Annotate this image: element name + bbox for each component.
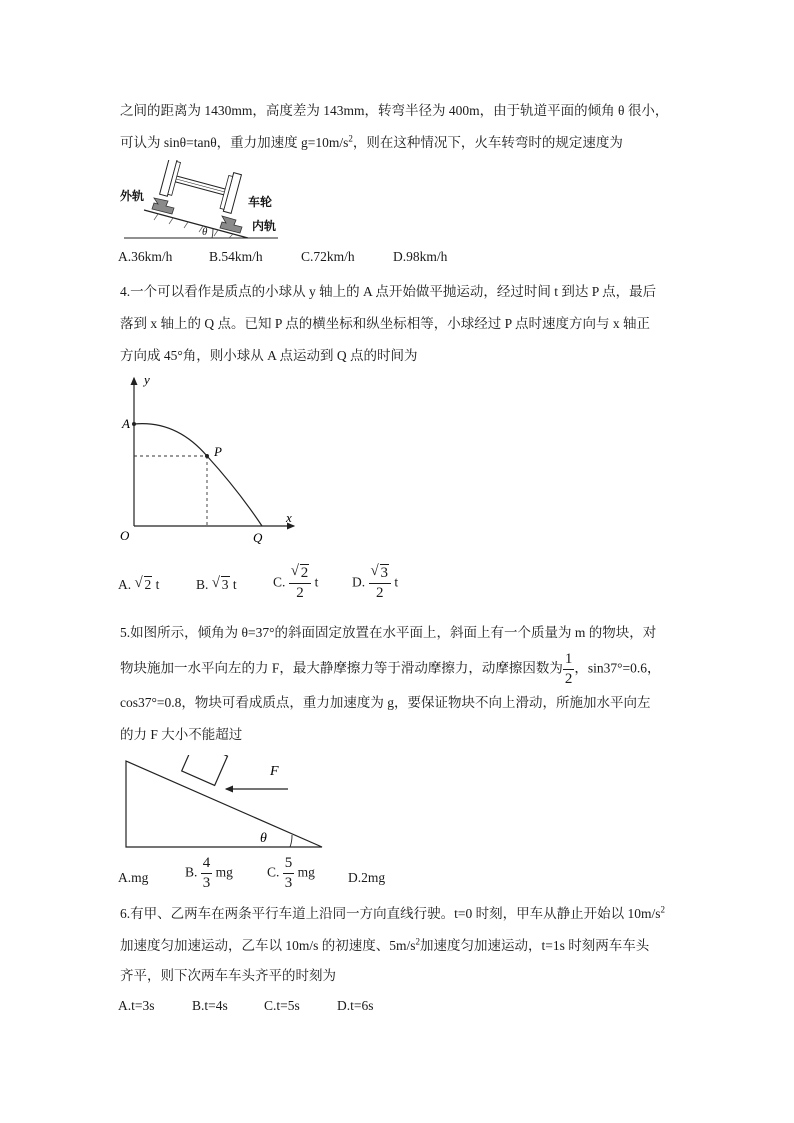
q5-text-line1: 5.如图所示，倾角为 θ=37°的斜面固定放置在水平面上，斜面上有一个质量为 m 的物块，对 <box>120 625 657 640</box>
q5-label-theta: θ <box>260 831 267 846</box>
q3-option-d: D.98km/h <box>393 249 448 264</box>
q3-text-line2: 可认为 sinθ=tanθ，重力加速度 $g=10m/s^2$，则在这种情况下，火车转弯时的规定速度为 <box>120 133 623 150</box>
q4-label-o: O <box>120 528 130 543</box>
q5-block <box>182 755 228 785</box>
q4-option-a: A. √ 2 t <box>118 575 160 592</box>
q4-label-a: A <box>122 416 130 431</box>
q3-outer-rail <box>152 198 174 214</box>
q4-option-d: D. √ 3 2 t <box>352 563 399 601</box>
q5-text-line3: cos37°=0.8，物块可看成质点，重力加速度为 g，要保证物块不向上滑动，所施加水平向左 <box>120 695 651 710</box>
q6-option-b: B.t=4s <box>192 998 228 1013</box>
q4-text-line3: 方向成 45°角，则小球从 A 点运动到 Q 点的时间为 <box>120 348 418 363</box>
q5-option-b: B. $\frac{4}{3}$ mg <box>185 855 233 891</box>
q3-option-b: B.54km/h <box>209 249 263 264</box>
q5-incline <box>126 761 322 847</box>
q5-option-c: C. $\frac{5}{3}$ mg <box>267 855 315 891</box>
q4-text-line2: 落到 x 轴上的 Q 点。已知 P 点的横坐标和纵坐标相等，小球经过 P 点时速度方向与 x 轴正 <box>120 316 651 331</box>
q3-theta-label: θ <box>202 226 208 238</box>
q4-point-a <box>132 422 136 426</box>
q4-text-line1: 4.一个可以看作是质点的小球从 y 轴上的 A 点开始做平抛运动，经过时间 t 到达 P 点，最后 <box>120 284 657 299</box>
q3-theta-arc <box>212 229 213 238</box>
q5-text-line4: 的力 F 大小不能超过 <box>120 727 243 742</box>
q3-option-a: A.36km/h <box>118 249 173 264</box>
q6-option-c: C.t=5s <box>264 998 300 1013</box>
q4-label-x: x <box>286 510 292 525</box>
q5-theta-arc <box>290 835 292 847</box>
q4-label-q: Q <box>253 530 263 544</box>
q4-trajectory <box>134 424 262 526</box>
q5-label-f: F <box>270 764 279 779</box>
q5-incline-figure <box>120 755 330 851</box>
q6-text-line1: 6.有甲、乙两车在两条平行车道上沿同一方向直线行驶。t=0 时刻，甲车从静止开始以 $10m/s^2$ <box>120 904 665 921</box>
q4-option-b: B. √ 3 t <box>196 575 237 592</box>
q6-text-line3: 齐平，则下次两车车头齐平的时刻为 <box>120 968 336 983</box>
q5-option-d: D.2mg <box>348 870 386 885</box>
q3-label-outer-rail: 外轨 <box>120 189 145 203</box>
q4-label-y: y <box>144 372 150 387</box>
q6-option-a: A.t=3s <box>118 998 155 1013</box>
q6-text-line2: 加速度匀加速运动，乙车以 10m/s 的初速度、$5m/s^2$加速度匀加速运动，t=1s 时刻两车车头 <box>120 936 650 953</box>
q3-inner-rail <box>220 216 242 233</box>
q6-option-d: D.t=6s <box>337 998 374 1013</box>
q3-rail-figure <box>118 160 286 242</box>
q3-text-line1: 之间的距离为 1430mm，高度差为 143mm，转弯半径为 400m，由于轨道平面的倾角 θ 很小， <box>120 103 669 118</box>
q4-option-c: C. √ 2 2 t <box>273 563 319 601</box>
q5-text-line2: 物块施加一水平向左的力 F，最大静摩擦力等于滑动摩擦力，动摩擦因数为 $\frac{1}{2}$ ，sin37°=0.6， <box>120 651 661 687</box>
q3-option-c: C.72km/h <box>301 249 355 264</box>
q4-projectile-figure <box>116 372 306 544</box>
q4-label-p: P <box>214 444 222 459</box>
q5-option-a: A.mg <box>118 870 149 885</box>
q3-label-wheel: 车轮 <box>248 195 273 209</box>
q4-point-p <box>205 454 209 458</box>
q3-label-inner-rail: 内轨 <box>252 219 277 233</box>
